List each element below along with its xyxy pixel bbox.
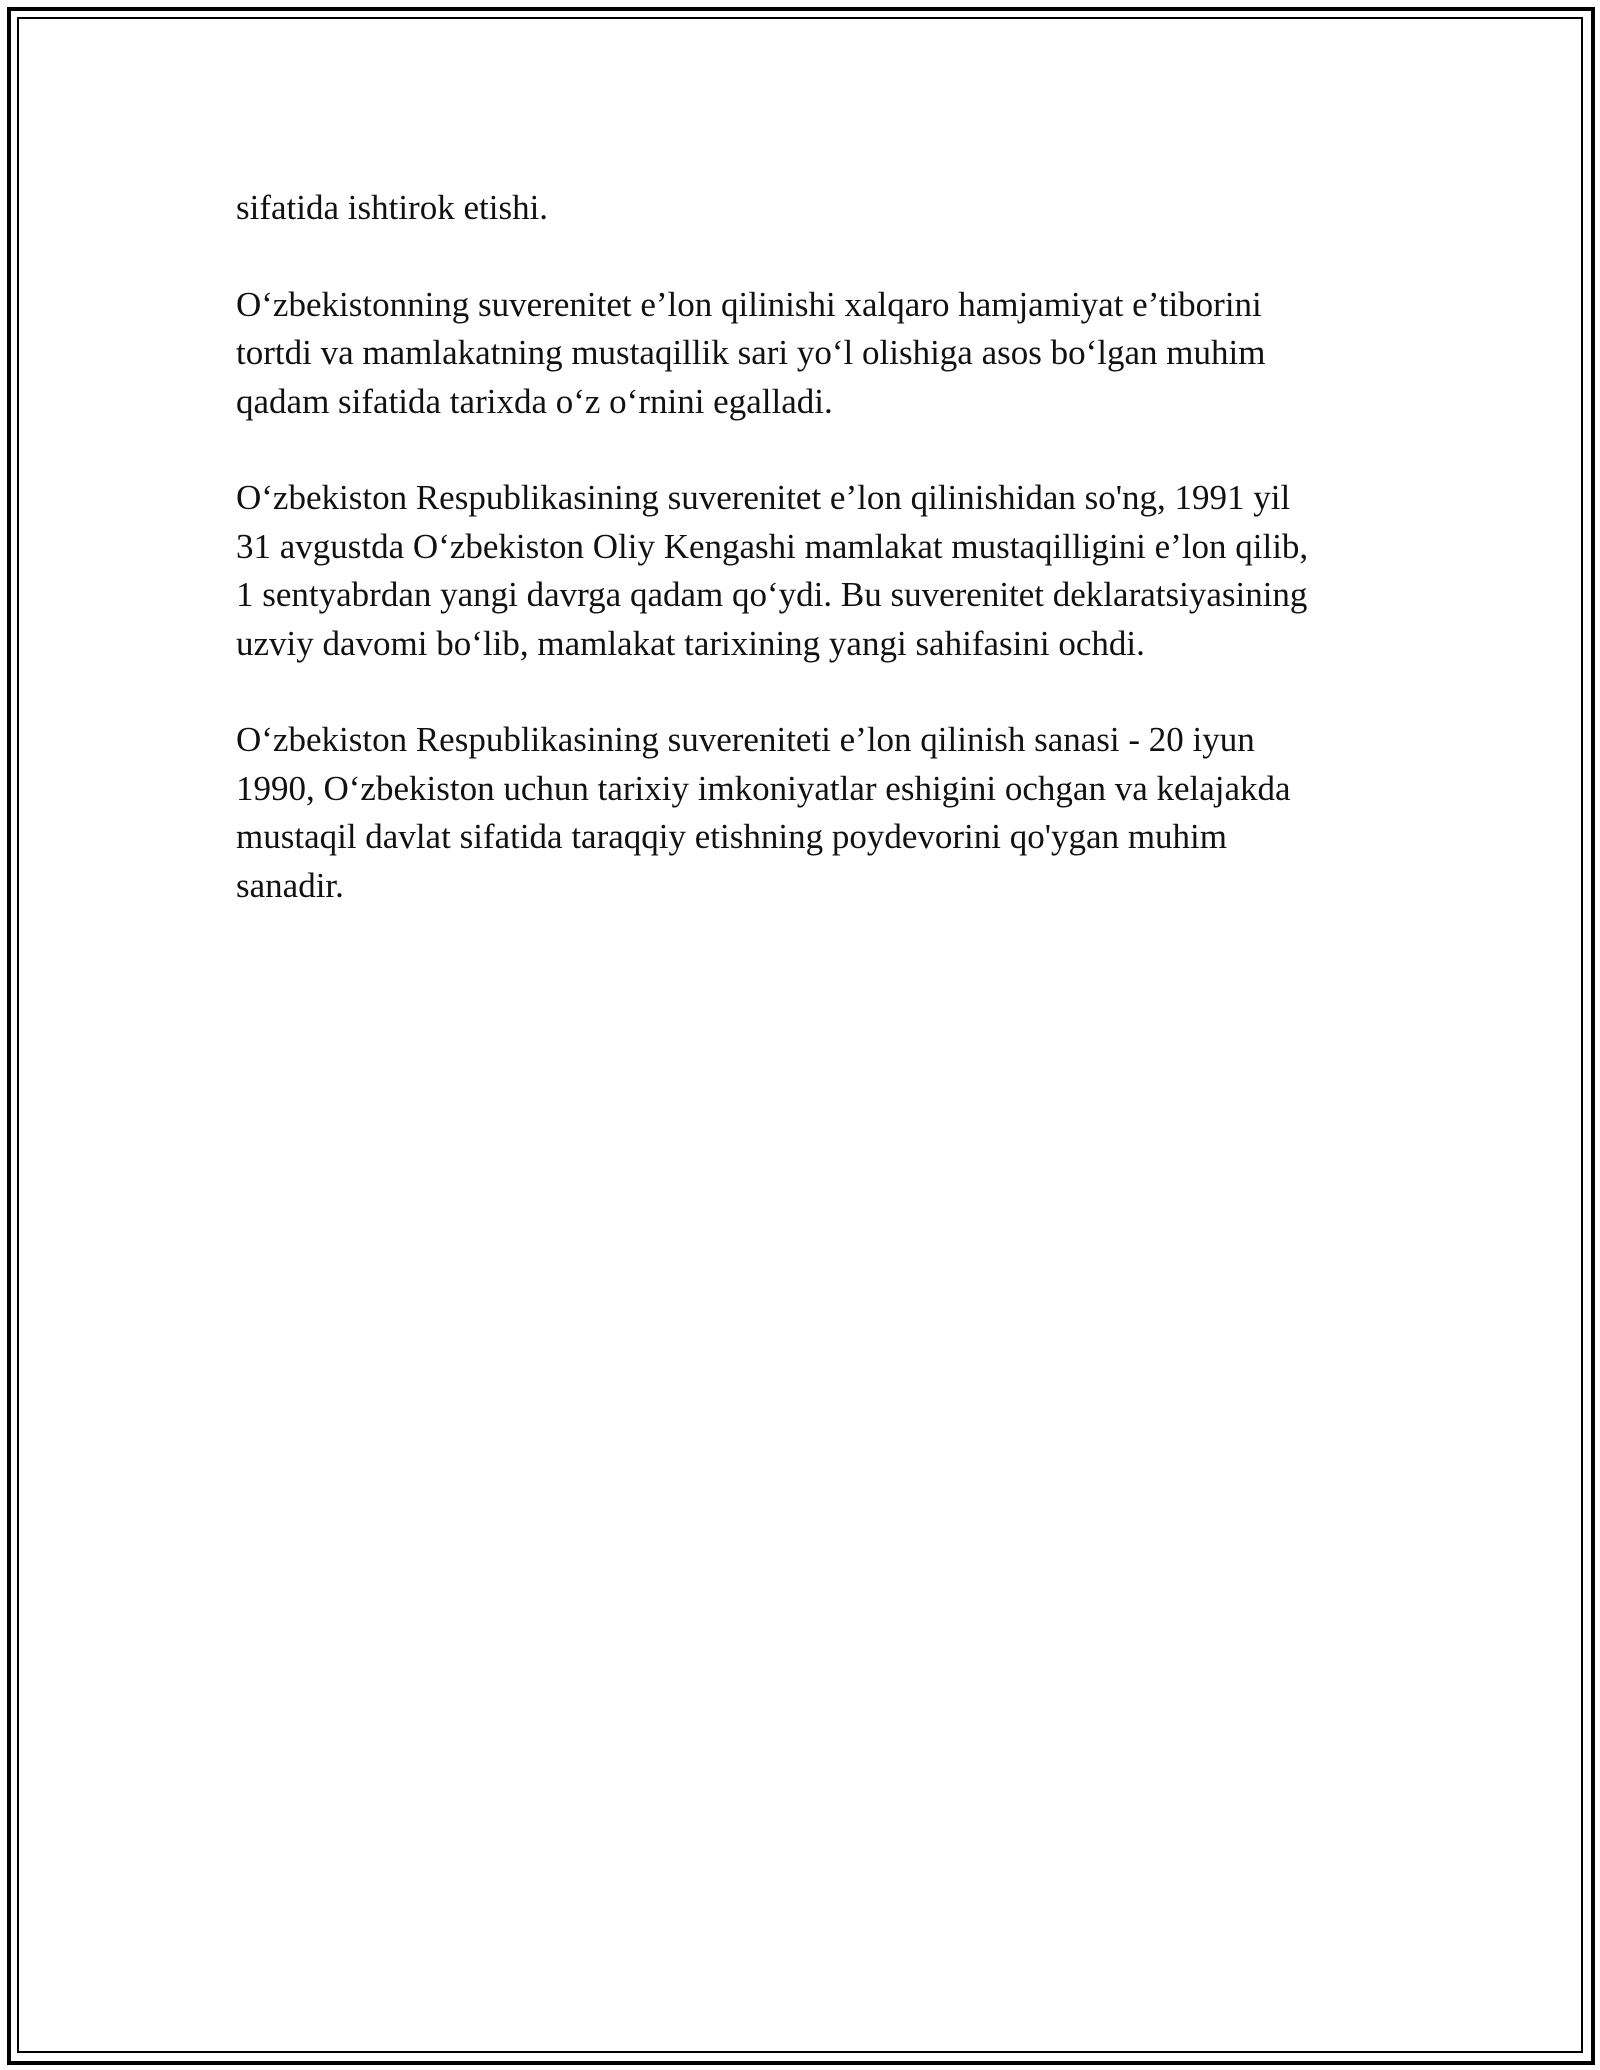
- paragraph-1: sifatida ishtirok etishi.: [236, 188, 549, 227]
- paragraph-4: O‘zbekiston Respublikasining suvereniteti e’lon qilinish sanasi - 20 iyun 1990, O‘zbekiston uchun tarixiy imkoniyatlar eshigini ochgan va kelajakda mustaqil davlat sifatida taraqqiy etishning poydevorini qo'ygan muhim sanadir.: [236, 720, 1291, 905]
- paragraph-2: O‘zbekistonning suverenitet e’lon qilinishi xalqaro hamjamiyat e’tiborini tortdi va mamlakatning mustaqillik sari yo‘l olishiga asos bo‘lgan muhim qadam sifatida tarixda o‘z o‘rnini egalladi.: [236, 284, 1266, 421]
- document-body: [236, 184, 1371, 958]
- paragraph-3: O‘zbekiston Respublikasining suverenitet e’lon qilinishidan so'ng, 1991 yil 31 avgustda O‘zbekiston Oliy Kengashi mamlakat mustaqilligini e’lon qilib, 1 sentyabrdan yangi davrga qadam qo‘ydi. Bu suverenitet deklaratsiyasining uzviy davomi bo‘lib, mamlakat tarixining yangi sahifasini ochdi.: [236, 478, 1309, 663]
